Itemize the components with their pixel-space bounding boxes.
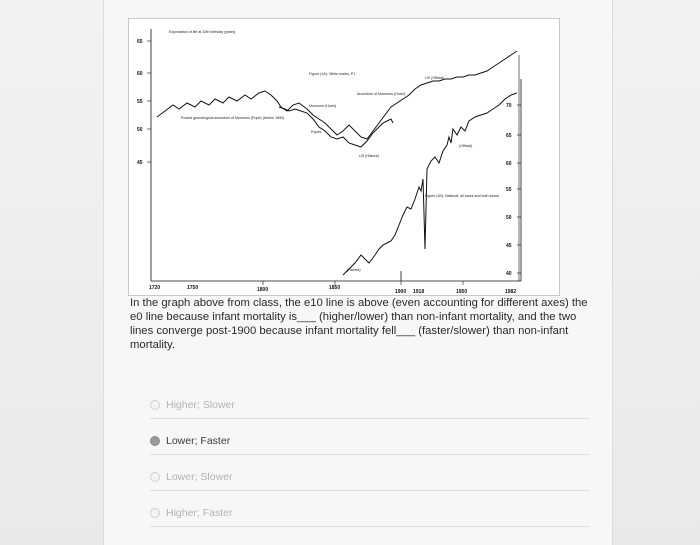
right-tick-70: 70	[506, 103, 512, 109]
label-us-historic: US (Historic)	[359, 154, 380, 158]
left-tick-55: 55	[137, 99, 143, 105]
e0-series-line	[343, 93, 517, 275]
left-tick-60: 60	[137, 71, 143, 77]
label-pooled: Pooled genealogical ancestors of Mormons (Pope) (before 1850)	[181, 116, 285, 120]
x-tick-1900: 1900	[395, 289, 407, 295]
option-lower-faster[interactable]	[150, 428, 590, 455]
radio-button[interactable]	[150, 508, 160, 518]
x-tick-1720: 1720	[149, 285, 161, 291]
x-tick-1850: 1850	[329, 285, 341, 291]
x-tick-1918: 1918	[413, 289, 425, 295]
option-label: Higher; Slower	[166, 399, 235, 411]
label-official-right: (Official)	[459, 144, 473, 148]
label-national: Figure (1B): National; all races and both sexes	[425, 194, 499, 198]
x-tick-1750: 1750	[187, 285, 199, 291]
label-haines: (Haines)	[347, 268, 361, 272]
option-lower-slower[interactable]	[150, 464, 590, 491]
option-label: Lower; Faster	[166, 435, 231, 447]
right-tick-55: 55	[506, 187, 512, 193]
label-us-official: US (Official)	[425, 76, 445, 80]
right-tick-40: 40	[506, 271, 512, 277]
left-tick-50: 50	[137, 127, 143, 133]
x-tick-1982: 1982	[505, 289, 517, 295]
radio-button[interactable]	[150, 472, 160, 482]
label-white-males: Figure (1A): White males; P1	[309, 72, 356, 76]
option-higher-faster[interactable]	[150, 500, 590, 527]
figure-graph	[129, 19, 559, 295]
option-label: Lower; Slower	[166, 471, 233, 483]
left-tick-45: 45	[137, 160, 143, 166]
option-higher-slower[interactable]	[150, 392, 590, 419]
left-tick-labels	[137, 39, 151, 166]
right-tick-60: 60	[506, 161, 512, 167]
x-tick-1800: 1800	[257, 287, 269, 293]
right-tick-45: 45	[506, 243, 512, 249]
x-tick-labels	[149, 281, 516, 295]
label-mormons: Mormons (Hurst)	[309, 104, 336, 108]
left-tick-65: 65	[137, 39, 143, 45]
label-e10: Expectation of life at 10th birthday (years)	[169, 30, 236, 34]
e10-series-line	[157, 51, 517, 139]
radio-button-selected[interactable]	[150, 436, 160, 446]
right-tick-50: 50	[506, 215, 512, 221]
x-tick-1950: 1950	[456, 289, 468, 295]
radio-button[interactable]	[150, 400, 160, 410]
question-text: In the graph above from class, the e10 line is above (even accounting for different axes) the e0 line because infant mortality is___ (higher/lower) than non-infant mortality, and the two lines converge post-1900 because infant mortality fell___ (faster/slower) than non-infant mortality.	[130, 297, 588, 351]
label-ancestors: Ancestors of Mormons (Hurst)	[357, 92, 405, 96]
label-popes: Popes	[311, 130, 322, 134]
right-tick-65: 65	[506, 133, 512, 139]
life-expectancy-figure	[128, 18, 560, 296]
option-label: Higher; Faster	[166, 507, 233, 519]
